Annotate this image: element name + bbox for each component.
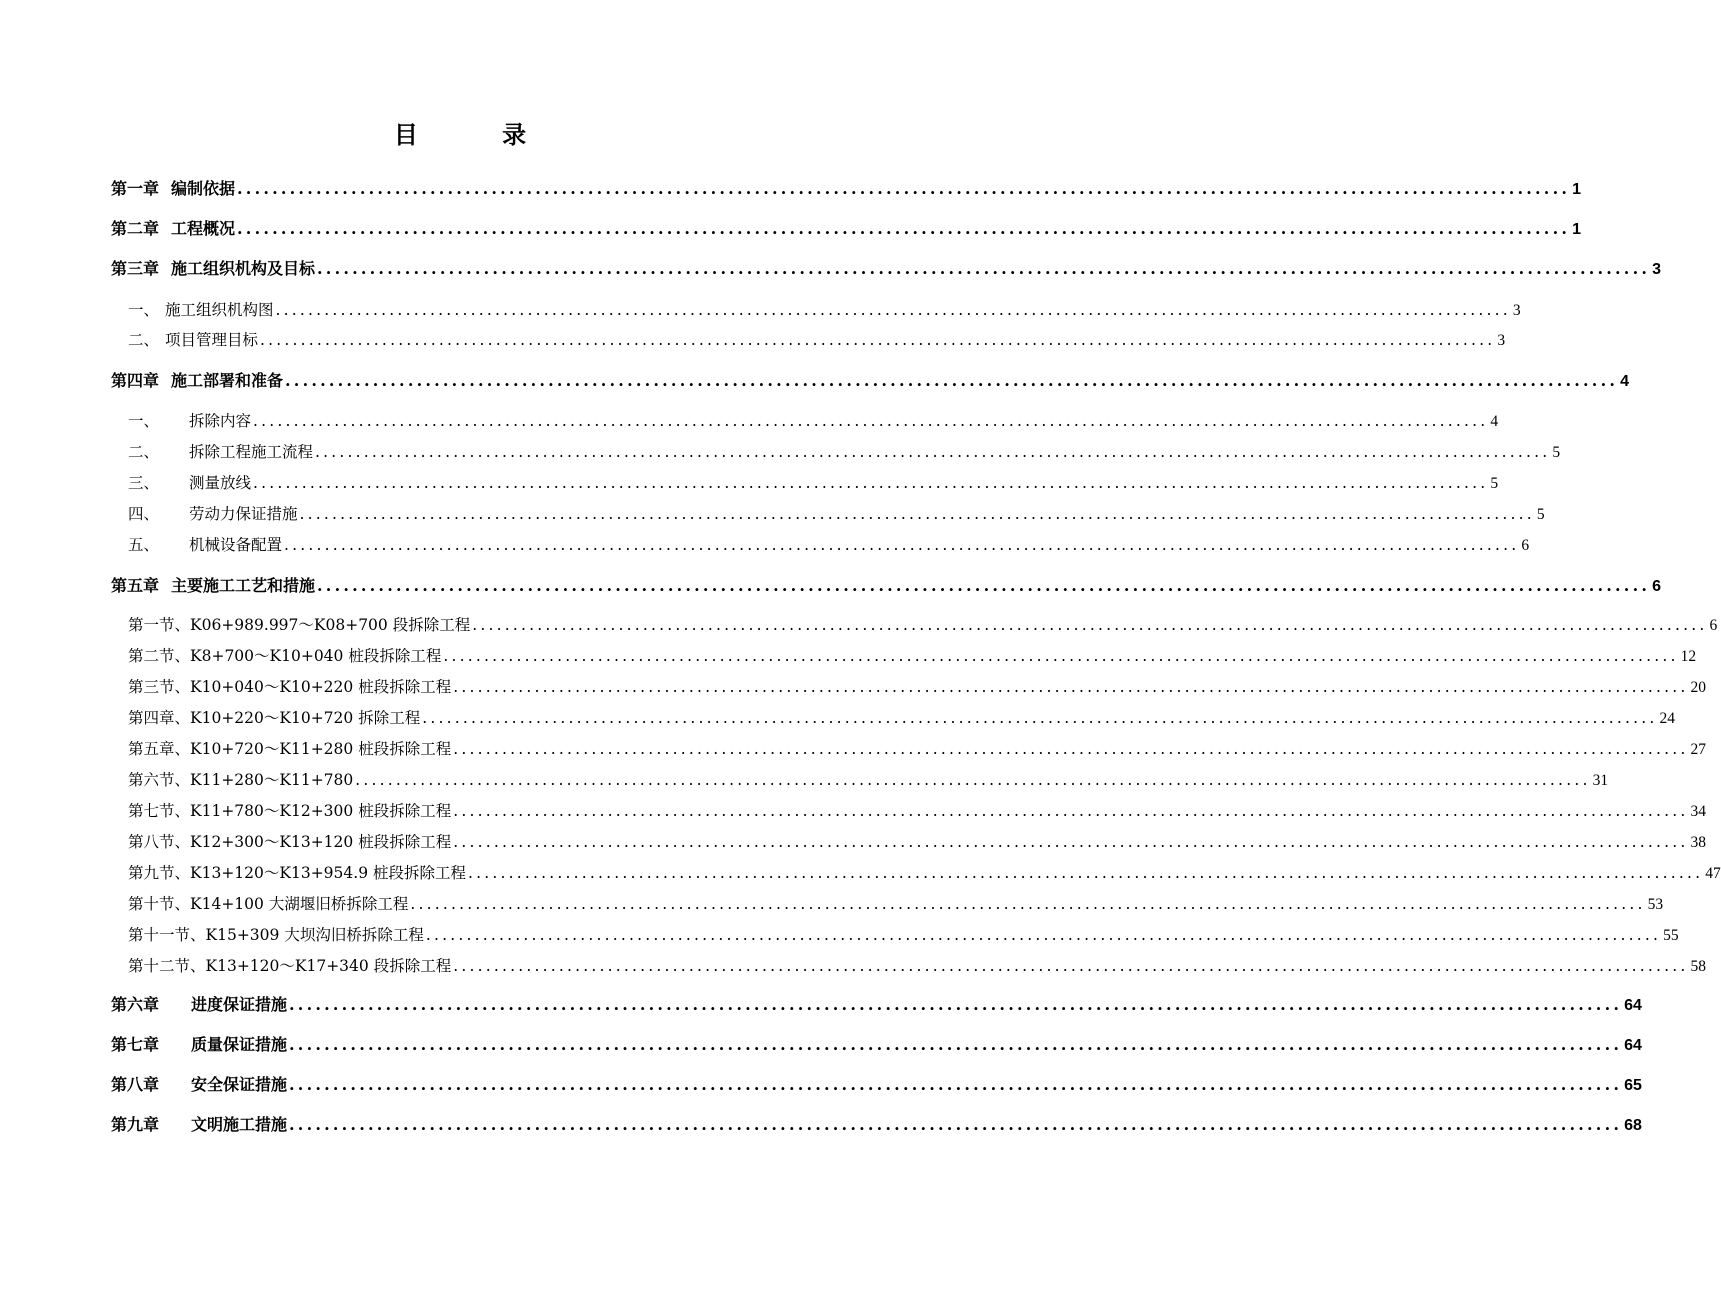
toc-entry-title <box>128 613 470 635</box>
toc-entry-title <box>111 216 235 239</box>
toc-dot-leader: ........................................................................................................................................................ <box>289 1115 1623 1134</box>
toc-section-entry[interactable] <box>128 328 1506 350</box>
toc-section-entry[interactable] <box>128 502 1545 524</box>
toc-dot-leader: ........................................................................................................................................................ <box>453 833 1689 851</box>
toc-entry-number: 第八节、 <box>128 833 191 851</box>
toc-entry-text: K12+300～K13+120 桩段拆除工程 <box>190 833 452 851</box>
toc-section-entry[interactable] <box>128 440 1561 462</box>
toc-entry-number: 第七节、 <box>128 802 191 820</box>
toc-entry-text: K10+220～K10+720 拆除工程 <box>190 709 421 727</box>
toc-page-number: 53 <box>1647 896 1664 913</box>
toc-section-entry[interactable] <box>128 706 1676 728</box>
toc-entry-title <box>128 409 251 431</box>
toc-dot-leader: ........................................................................................................................................................ <box>422 709 1658 727</box>
toc-entry-number: 第九章 <box>111 1115 160 1134</box>
toc-section-entry[interactable] <box>128 613 1718 635</box>
toc-entry-title <box>128 706 420 728</box>
toc-section-entry[interactable] <box>128 644 1697 666</box>
toc-entry-text: 机械设备配置 <box>189 536 283 554</box>
toc-entry-number: 第二章 <box>111 219 160 238</box>
toc-page-number: 55 <box>1663 927 1679 944</box>
toc-entry-number: 一、 <box>128 301 160 319</box>
toc-dot-leader: ........................................................................................................................................................ <box>289 1035 1623 1054</box>
toc-dot-leader: ........................................................................................................................................................ <box>299 505 1535 523</box>
toc-section-entry[interactable] <box>128 737 1707 759</box>
toc-page-number: 24 <box>1659 710 1676 727</box>
toc-entry-title <box>128 892 408 914</box>
toc-dot-leader: ........................................................................................................................................................ <box>289 1075 1623 1094</box>
toc-entry-number: 五、 <box>128 536 160 554</box>
toc-entry-title <box>111 1112 287 1135</box>
toc-section-entry[interactable] <box>128 471 1499 493</box>
toc-entry-title <box>128 799 451 821</box>
toc-entry-text: 主要施工工艺和措施 <box>171 576 316 595</box>
toc-entry-title <box>128 298 274 320</box>
toc-dot-leader: ........................................................................................................................................................ <box>453 678 1689 696</box>
toc-section-entry[interactable] <box>128 533 1530 555</box>
toc-section-entry[interactable] <box>128 954 1707 976</box>
toc-page-number: 6 <box>1709 617 1718 634</box>
toc-dot-leader: ........................................................................................................................................................ <box>284 536 1520 554</box>
toc-entry-text: 施工组织机构图 <box>165 301 274 319</box>
toc-page-number: 4 <box>1620 373 1630 390</box>
toc-page-number: 38 <box>1690 834 1707 851</box>
toc-entry-text: K13+120～K13+954.9 桩段拆除工程 <box>190 864 466 882</box>
toc-section-entry[interactable] <box>128 892 1664 914</box>
toc-dot-leader: ........................................................................................................................................................ <box>315 443 1551 461</box>
toc-page-number: 31 <box>1592 772 1609 789</box>
toc-entry-text: 编制依据 <box>171 179 236 198</box>
toc-entry-text: 劳动力保证措施 <box>189 505 298 523</box>
toc-page-number: 1 <box>1572 221 1582 238</box>
toc-page-number: 1 <box>1572 181 1582 198</box>
toc-entry-number: 第十节、 <box>128 895 191 913</box>
toc-entry-number: 二、 <box>128 443 160 461</box>
toc-page-number: 12 <box>1680 648 1697 665</box>
toc-page-number: 6 <box>1521 537 1530 554</box>
toc-entry-title <box>128 768 353 790</box>
toc-dot-leader: ........................................................................................................................................................ <box>453 740 1689 758</box>
toc-entry-title <box>128 328 258 350</box>
toc-entry-text: 施工组织机构及目标 <box>171 259 316 278</box>
toc-entry-number: 第六节、 <box>128 771 191 789</box>
toc-chapter-entry[interactable] <box>111 176 1582 199</box>
toc-chapter-entry[interactable] <box>111 1032 1642 1055</box>
toc-entry-title <box>128 533 282 555</box>
toc-dot-leader: ........................................................................................................................................................ <box>467 864 1704 882</box>
toc-entry-text: 质量保证措施 <box>191 1035 288 1054</box>
toc-page-number: 34 <box>1690 803 1707 820</box>
toc-entry-number: 四、 <box>128 505 160 523</box>
toc-entry-text: 工程概况 <box>171 219 236 238</box>
toc-entry-title <box>128 675 451 697</box>
toc-page-number: 5 <box>1536 506 1545 523</box>
toc-entry-number: 二、 <box>128 331 160 349</box>
toc-dot-leader: ........................................................................................................................................................ <box>237 219 1571 238</box>
toc-page-number: 20 <box>1690 679 1707 696</box>
toc-entry-text: 测量放线 <box>189 474 252 492</box>
toc-entry-number: 第十一节、 <box>128 926 206 944</box>
toc-entry-title <box>111 176 235 199</box>
toc-dot-leader: ........................................................................................................................................................ <box>410 895 1646 913</box>
toc-entry-text: 项目管理目标 <box>165 331 259 349</box>
toc-entry-text: K15+309 大坝沟旧桥拆除工程 <box>205 926 424 944</box>
toc-page-number: 65 <box>1624 1077 1642 1094</box>
toc-entry-number: 第十二节、 <box>128 957 206 975</box>
toc-entry-text: K11+280～K11+780 <box>190 771 354 789</box>
toc-entry-text: 文明施工措施 <box>191 1115 288 1134</box>
toc-dot-leader: ........................................................................................................................................................ <box>355 771 1591 789</box>
toc-dot-leader: ........................................................................................................................................................ <box>453 802 1689 820</box>
toc-page-number: 3 <box>1512 302 1521 319</box>
toc-entry-title <box>128 923 424 945</box>
toc-dot-leader: ........................................................................................................................................................ <box>472 616 1708 634</box>
toc-dot-leader: ........................................................................................................................................................ <box>289 995 1623 1014</box>
toc-dot-leader: ........................................................................................................................................................ <box>253 412 1489 430</box>
toc-entry-text: K13+120～K17+340 段拆除工程 <box>205 957 452 975</box>
toc-entry-number: 第四章 <box>111 371 160 390</box>
toc-section-entry[interactable] <box>128 768 1609 790</box>
toc-page-number: 6 <box>1652 578 1662 595</box>
toc-dot-leader: ........................................................................................................................................................ <box>275 301 1511 319</box>
toc-entry-title <box>128 737 451 759</box>
toc-entry-text: 安全保证措施 <box>191 1075 288 1094</box>
toc-section-entry[interactable] <box>128 409 1499 431</box>
toc-entry-text: K8+700～K10+040 桩段拆除工程 <box>190 647 442 665</box>
toc-entry-number: 第八章 <box>111 1075 160 1094</box>
toc-entry-number: 第五章 <box>111 576 160 595</box>
toc-entry-number: 第三节、 <box>128 678 191 696</box>
toc-entry-title <box>111 368 283 391</box>
toc-section-entry[interactable] <box>128 298 1521 320</box>
toc-entry-title <box>128 644 441 666</box>
toc-entry-title <box>128 830 451 852</box>
toc-page-number: 5 <box>1552 444 1561 461</box>
toc-chapter-entry[interactable] <box>111 1112 1642 1135</box>
toc-entry-text: 进度保证措施 <box>191 995 288 1014</box>
toc-section-entry[interactable] <box>128 923 1679 945</box>
toc-chapter-entry[interactable] <box>111 1072 1642 1095</box>
toc-page-number: 4 <box>1490 413 1499 430</box>
toc-page-number: 3 <box>1497 332 1506 349</box>
toc-page-number: 5 <box>1490 475 1499 492</box>
toc-entry-title <box>128 954 451 976</box>
toc-entry-title <box>111 992 287 1015</box>
toc-entry-number: 第二节、 <box>128 647 191 665</box>
toc-section-entry[interactable] <box>128 675 1707 697</box>
toc-entry-title <box>128 861 466 883</box>
toc-dot-leader: ........................................................................................................................................................ <box>443 647 1679 665</box>
toc-dot-leader: ........................................................................................................................................................ <box>425 926 1662 944</box>
toc-chapter-entry[interactable] <box>111 368 1630 391</box>
toc-dot-leader: ........................................................................................................................................................ <box>253 474 1489 492</box>
toc-dot-leader: ........................................................................................................................................................ <box>317 576 1651 595</box>
toc-entry-title <box>111 1072 287 1095</box>
toc-entry-title <box>128 440 313 462</box>
toc-entry-text: K14+100 大湖堰旧桥拆除工程 <box>190 895 409 913</box>
toc-page-number: 64 <box>1624 997 1642 1014</box>
toc-entry-number: 第一章 <box>111 179 160 198</box>
toc-page-number: 3 <box>1652 261 1662 278</box>
toc-page-number: 64 <box>1624 1037 1642 1054</box>
toc-entry-title <box>111 1032 287 1055</box>
toc-dot-leader: ........................................................................................................................................................ <box>317 259 1651 278</box>
toc-entry-text: K10+040～K10+220 桩段拆除工程 <box>190 678 452 696</box>
toc-entry-number: 第四章、 <box>128 709 191 727</box>
toc-entry-number: 第三章 <box>111 259 160 278</box>
toc-entry-title <box>128 471 251 493</box>
toc-page-number: 68 <box>1624 1117 1642 1134</box>
page-title: 目 录 <box>393 120 565 149</box>
toc-entry-title <box>111 573 315 596</box>
toc-entry-number: 一、 <box>128 412 160 430</box>
toc-dot-leader: ........................................................................................................................................................ <box>260 331 1496 349</box>
toc-section-entry[interactable] <box>128 861 1721 883</box>
toc-entry-number: 第六章 <box>111 995 160 1014</box>
toc-entry-number: 三、 <box>128 474 160 492</box>
toc-entry-text: 施工部署和准备 <box>171 371 284 390</box>
toc-chapter-entry[interactable] <box>111 256 1662 279</box>
toc-entry-number: 第七章 <box>111 1035 160 1054</box>
toc-chapter-entry[interactable] <box>111 573 1662 596</box>
toc-chapter-entry[interactable] <box>111 992 1642 1015</box>
toc-chapter-entry[interactable] <box>111 216 1582 239</box>
toc-entry-text: K11+780～K12+300 桩段拆除工程 <box>190 802 452 820</box>
toc-page-number: 27 <box>1690 741 1707 758</box>
toc-section-entry[interactable] <box>128 830 1707 852</box>
toc-entry-title <box>111 256 315 279</box>
toc-entry-title <box>128 502 298 524</box>
toc-section-entry[interactable] <box>128 799 1707 821</box>
toc-dot-leader: ........................................................................................................................................................ <box>285 371 1619 390</box>
toc-entry-number: 第九节、 <box>128 864 191 882</box>
toc-entry-text: K10+720～K11+280 桩段拆除工程 <box>190 740 452 758</box>
toc-entry-text: 拆除工程施工流程 <box>189 443 314 461</box>
toc-entry-number: 第五章、 <box>128 740 191 758</box>
toc-entry-text: K06+989.997～K08+700 段拆除工程 <box>190 616 471 634</box>
toc-dot-leader: ........................................................................................................................................................ <box>453 957 1689 975</box>
toc-dot-leader: ........................................................................................................................................................ <box>237 179 1571 198</box>
toc-entry-number: 第一节、 <box>128 616 191 634</box>
toc-page-number: 47 <box>1705 865 1721 882</box>
toc-page-number: 58 <box>1690 958 1707 975</box>
toc-entry-text: 拆除内容 <box>189 412 252 430</box>
